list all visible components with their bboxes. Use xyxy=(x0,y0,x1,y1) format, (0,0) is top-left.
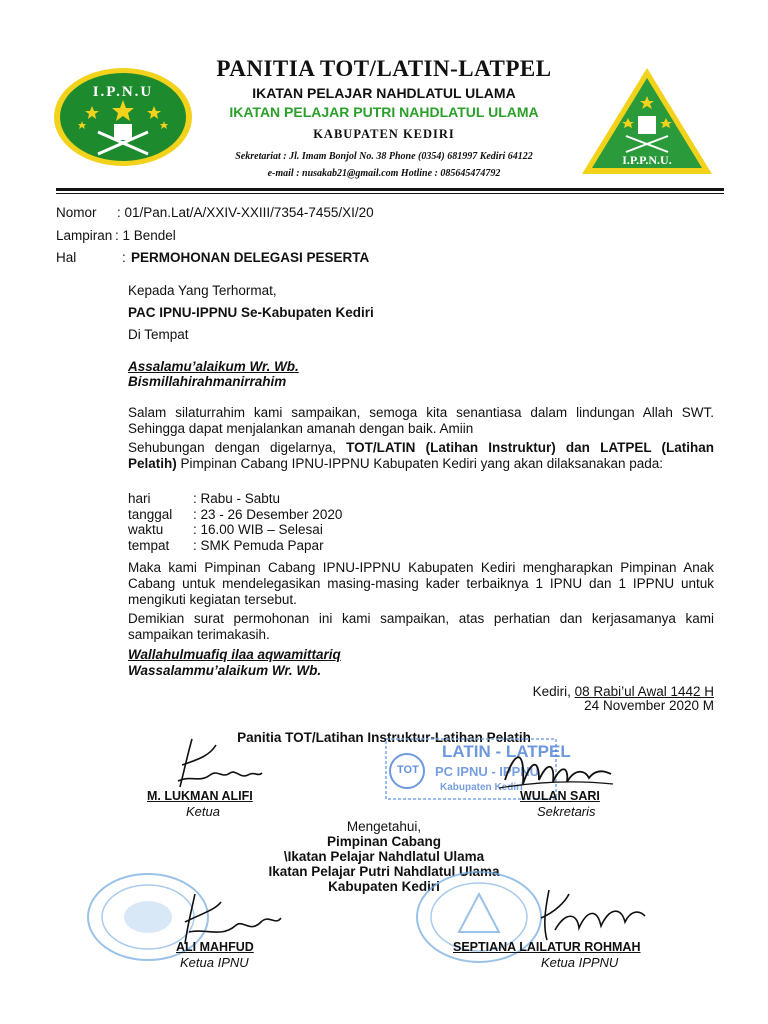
stamp-line-2: PC IPNU - IPPNU xyxy=(435,764,540,779)
acknowledged-org-4: Kabupaten Kediri xyxy=(328,879,440,894)
greeting: Kepada Yang Terhormat, xyxy=(128,283,277,298)
acknowledged-org-2: \Ikatan Pelajar Nahdlatul Ulama xyxy=(283,849,485,864)
recipient: PAC IPNU-IPPNU Se-Kabupaten Kediri xyxy=(128,305,374,320)
schedule-hari-label: hari xyxy=(128,491,151,506)
lampiran-value: : 1 Bendel xyxy=(115,228,176,243)
secretary-name: WULAN SARI xyxy=(520,789,600,803)
stamp-line-1: LATIN - LATPEL xyxy=(442,742,571,761)
acknowledged-org-1: Pimpinan Cabang xyxy=(326,834,441,849)
chair-role: Ketua xyxy=(186,804,220,819)
nomor-value: : 01/Pan.Lat/A/XXIV-XXIII/7354-7455/XI/20 xyxy=(117,205,374,220)
date-masehi: 24 November 2020 M xyxy=(584,698,714,713)
org-ipnu: IKATAN PELAJAR NAHDLATUL ULAMA xyxy=(252,85,516,101)
org-contact: e-mail : nusakab21@gmail.com Hotline : 085645474792 xyxy=(267,168,501,179)
schedule-waktu-value: : 16.00 WIB – Selesai xyxy=(193,522,323,537)
paragraph-4: Demikian surat permohonan ini kami sampaikan, atas perhatian dan kerjasamanya kami sampaikan terimakasih. xyxy=(128,611,714,642)
paragraph-2 xyxy=(128,440,714,472)
recipient-place: Di Tempat xyxy=(128,327,189,342)
paragraph-3: Maka kami Pimpinan Cabang IPNU-IPPNU Kabupaten Kediri mengharapkan Pimpinan Anak Cabang untuk mendelegasikan masing-masing kader terbaiknya 1 IPNU dan 1 IPPNU untuk mengikuti kegiatan tersebut. xyxy=(128,560,714,607)
ippnu-chair-role: Ketua IPPNU xyxy=(541,955,619,970)
ippnu-round-stamp xyxy=(415,870,543,969)
ipnu-chair-role: Ketua IPNU xyxy=(180,955,249,970)
schedule-waktu-label: waktu xyxy=(128,522,164,537)
salam: Assalamu’alaikum Wr. Wb. xyxy=(128,359,299,374)
hal-value: PERMOHONAN DELEGASI PESERTA xyxy=(131,250,370,265)
schedule-hari-value: : Rabu - Sabtu xyxy=(193,491,281,506)
ippnu-chair-name: SEPTIANA LAILATUR ROHMAH xyxy=(453,940,641,954)
stamp-badge: TOT xyxy=(397,764,419,776)
svg-text:I.P.P.N.U.: I.P.P.N.U. xyxy=(622,153,672,167)
paragraph-1: Salam silaturrahim kami sampaikan, semoga kita senantiasa dalam lindungan Allah SWT. Sehingga dapat menjalankan amanah dengan baik. Amiin xyxy=(128,405,714,436)
lampiran-label: Lampiran xyxy=(56,228,113,243)
closing-1: Wallahulmuafiq ilaa aqwamittariq xyxy=(128,647,341,662)
committee-title: Panitia TOT/Latihan Instruktur-Latihan Pelatih xyxy=(237,730,531,745)
schedule-tanggal-label: tanggal xyxy=(128,507,173,522)
schedule-tempat-value: : SMK Pemuda Papar xyxy=(193,538,324,553)
date-hijri: 08 Rabi’ul Awal 1442 H xyxy=(574,684,714,699)
secretary-role: Sekretaris xyxy=(537,804,596,819)
event-name: TOT/LATIN (Latihan Instruktur) dan LATPEL (Latihan Pelatih) xyxy=(128,440,714,471)
paragraph-2-end: Pimpinan Cabang IPNU-IPPNU Kabupaten Kediri yang akan dilaksanakan pada: xyxy=(176,456,664,471)
chair-name: M. LUKMAN ALIFI xyxy=(147,789,253,803)
stamp-line-3: Kabupaten Kediri xyxy=(440,782,523,793)
hal-colon: : xyxy=(122,250,126,265)
hal-label: Hal xyxy=(56,250,77,265)
closing-2: Wassalammu’alaikum Wr. Wb. xyxy=(128,663,322,678)
ipnu-chair-name: ALI MAHFUD xyxy=(176,940,254,954)
acknowledged-label: Mengetahui, xyxy=(346,819,422,834)
svg-text:I.P.N.U: I.P.N.U xyxy=(92,84,154,100)
org-ippnu: IKATAN PELAJAR PUTRI NAHDLATUL ULAMA xyxy=(229,104,539,120)
paragraph-2-start: Sehubungan dengan digelarnya, xyxy=(128,440,347,455)
schedule-tanggal-value: : 23 - 26 Desember 2020 xyxy=(193,507,343,522)
letterhead-title: PANITIA TOT/LATIN-LATPEL xyxy=(216,56,552,81)
nomor-label: Nomor xyxy=(56,205,97,220)
basmalah: Bismillahirahmanirrahim xyxy=(128,374,287,389)
header-divider-thick xyxy=(56,188,724,191)
org-region: KABUPATEN KEDIRI xyxy=(313,127,455,141)
org-address: Sekretariat : Jl. Imam Bonjol No. 38 Phone (0354) 681997 Kediri 64122 xyxy=(235,151,533,162)
date-city: Kediri, xyxy=(532,684,575,699)
acknowledged-org-3: Ikatan Pelajar Putri Nahdlatul Ulama xyxy=(268,864,500,879)
schedule-tempat-label: tempat xyxy=(128,538,170,553)
header-divider-thin xyxy=(56,193,724,194)
